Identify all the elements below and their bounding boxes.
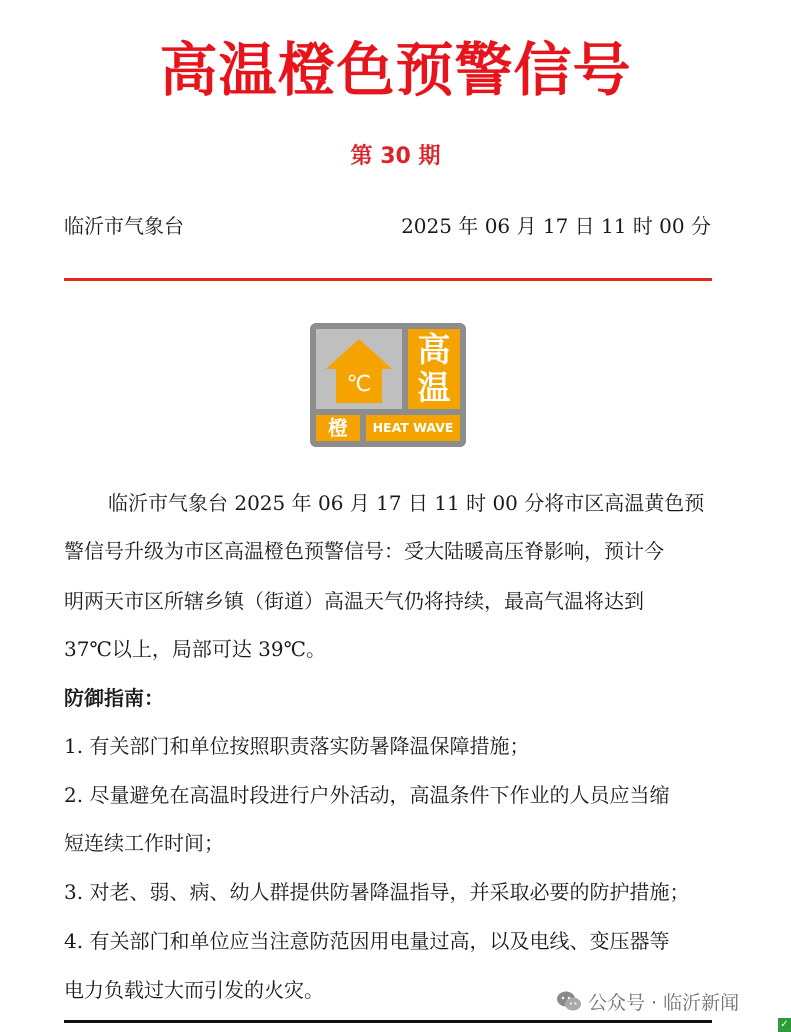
guide-line-2: 2. 尽量避免在高温时段进行户外活动，高温条件下作业的人员应当缩 (64, 783, 670, 807)
house-thermometer-icon (316, 329, 402, 409)
heat-wave-orange-signal-icon (310, 323, 466, 447)
guide-line-4: 3. 对老、弱、病、幼人群提供防暑降温指导，并采取必要的防护措施； (64, 880, 690, 904)
guide-heading: 防御指南： (64, 686, 164, 710)
footer-divider (64, 1020, 712, 1023)
guide-line-3: 短连续工作时间； (64, 831, 224, 855)
paragraph-line-1: 临沂市气象台 2025 年 06 月 17 日 11 时 00 分将市区高温黄色预 (108, 491, 705, 515)
watermark (556, 984, 739, 1018)
issuing-agency: 临沂市气象台 (64, 214, 184, 238)
page-title: 高温橙色预警信号 (159, 36, 632, 104)
wechat-icon (556, 990, 582, 1012)
signal-title-tile (408, 329, 460, 409)
unit-symbol: ℃ (346, 372, 372, 397)
guide-line-1: 1. 有关部门和单位按照职责落实防暑降温保障措施； (64, 734, 530, 758)
header-divider (64, 278, 712, 281)
guide-line-5: 4. 有关部门和单位应当注意防范因用电量过高，以及电线、变压器等 (64, 929, 670, 953)
paragraph-line-4: 37℃以上，局部可达 39℃。 (64, 637, 327, 661)
paragraph-line-2: 警信号升级为市区高温橙色预警信号：受大陆暖高压脊影响，预计今 (64, 539, 664, 563)
paragraph-line-3: 明两天市区所辖乡镇（街道）高温天气仍将持续，最高气温将达到 (64, 589, 644, 613)
watermark-text: 公众号 · 临沂新闻 (588, 991, 740, 1014)
corner-badge-icon: ✓ (778, 1018, 791, 1032)
signal-level-tile: 橙 (316, 415, 360, 441)
signal-title-char-2: 温 (417, 368, 451, 407)
issue-datetime: 2025 年 06 月 17 日 11 时 00 分 (401, 214, 711, 238)
guide-line-6: 电力负载过大而引发的火灾。 (64, 978, 324, 1002)
issue-number: 第 30 期 (350, 144, 441, 169)
signal-english-label: HEAT WAVE (366, 415, 460, 441)
signal-title-char-1: 高 (417, 330, 451, 369)
